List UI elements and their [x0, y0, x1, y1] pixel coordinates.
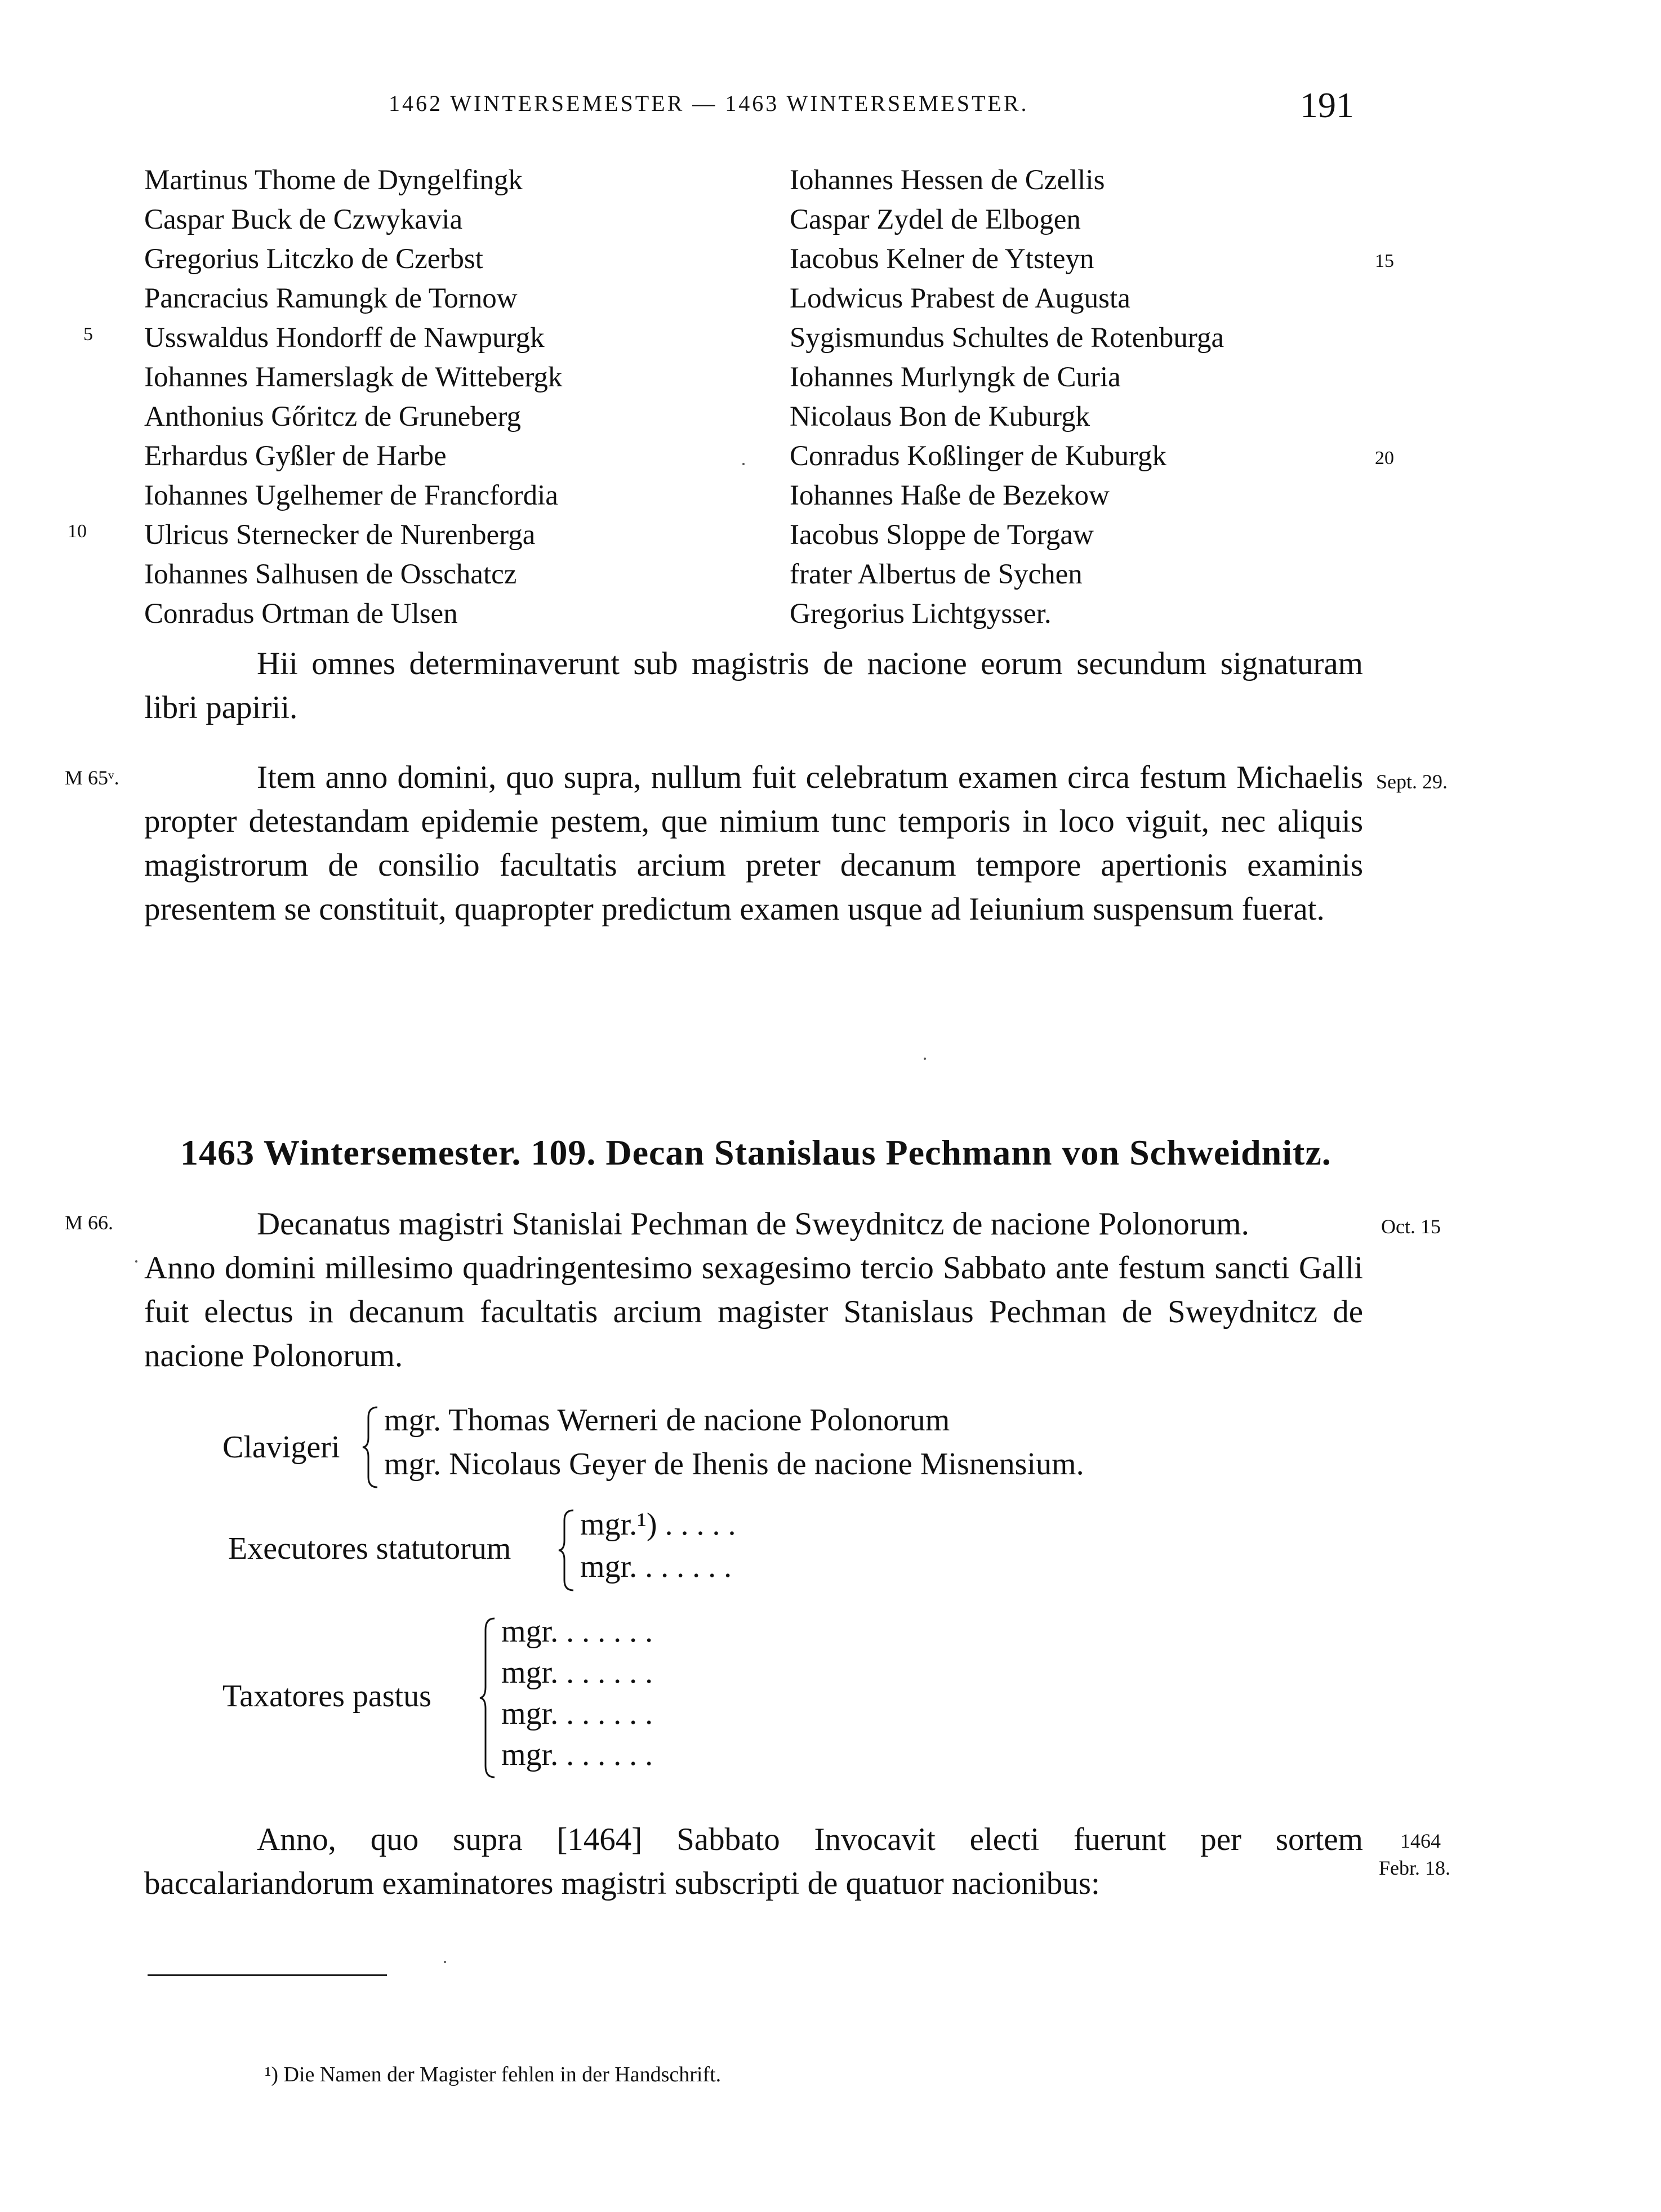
name-entry: Iohannes Haße de Bezekow — [790, 480, 1110, 511]
margin-note-date: Febr. 18. — [1379, 1857, 1451, 1879]
running-title: 1462 WINTERSEMESTER — 1463 WINTERSEMESTER. — [389, 91, 1029, 116]
name-entry: Anthonius Gőritcz de Gruneberg — [144, 401, 521, 432]
executores-entry: mgr.¹) . . . . . — [580, 1507, 736, 1542]
paragraph-anno-quo — [144, 1818, 1363, 1906]
name-entry: Usswaldus Hondorff de Nawpurgk — [144, 322, 545, 354]
paragraph-text: Hii omnes determinaverunt sub magistris de nacione eorum secundum signaturam libri papirii. — [144, 646, 1363, 725]
paragraph-decanatus — [144, 1202, 1363, 1378]
name-entry: frater Albertus de Sychen — [790, 559, 1083, 590]
line-number: 20 — [1375, 448, 1394, 469]
name-entry: Iohannes Hessen de Czellis — [790, 164, 1105, 196]
scan-speck — [742, 463, 745, 465]
brace-icon — [556, 1508, 577, 1593]
line-number: 15 — [1375, 251, 1394, 271]
names-right-column — [790, 160, 1224, 634]
taxatores-label: Taxatores pastus — [222, 1679, 431, 1714]
line-number: 10 — [68, 521, 87, 542]
name-entry: Nicolaus Bon de Kuburgk — [790, 401, 1090, 432]
section-heading: 1463 Wintersemester. 109. Decan Stanislaus Pechmann von Schweidnitz. — [180, 1132, 1332, 1172]
paragraph-item — [144, 756, 1363, 931]
name-entry: Iacobus Kelner de Ytsteyn — [790, 243, 1094, 275]
footnote-rule — [148, 1974, 387, 1976]
line-number: 5 — [83, 324, 93, 345]
footnote: ¹) Die Namen der Magister fehlen in der Handschrift. — [265, 2063, 722, 2086]
names-left-column — [144, 160, 562, 634]
paragraph-text: Decanatus magistri Stanislai Pechman de Sweydnitcz de nacione Polonorum. — [257, 1206, 1249, 1242]
name-entry: Martinus Thome de Dyngelfingk — [144, 164, 523, 196]
name-entry: Conradus Koßlinger de Kuburgk — [790, 440, 1167, 472]
paragraph-determinaverunt — [144, 642, 1363, 730]
taxatores-entry: mgr. . . . . . . — [501, 1614, 653, 1649]
scan-speck — [444, 1961, 446, 1963]
clavigeri-entry: mgr. Nicolaus Geyer de Ihenis de nacione Misnensium. — [384, 1447, 1084, 1482]
brace-icon — [478, 1616, 498, 1780]
name-entry: Caspar Buck de Czwykavia — [144, 204, 463, 235]
brace-icon — [360, 1405, 381, 1489]
name-entry: Ulricus Sternecker de Nurenberga — [144, 519, 536, 551]
clavigeri-label: Clavigeri — [222, 1430, 340, 1465]
margin-note-date: Sept. 29. — [1376, 770, 1448, 793]
margin-note-date: Oct. 15 — [1381, 1215, 1441, 1238]
margin-note-year: 1464 — [1400, 1830, 1441, 1852]
name-entry: Caspar Zydel de Elbogen — [790, 204, 1081, 235]
paragraph-text: Item anno domini, quo supra, nullum fuit celebratum examen circa festum Michaelis propter detestandam epidemie pestem, que nimium tunc temporis in loco viguit, nec aliquis magistrorum de consilio facultatis arcium preter decanum tempore apertionis examinis presentem se constituit, quapropter predictum examen usque ad Ieiunium suspensum fuerat. — [144, 760, 1363, 927]
paragraph-text: Anno, quo supra [1464] Sabbato Invocavit electi fuerunt per sortem baccalariandorum examinatores magistri subscripti de quatuor nacionibus: — [144, 1822, 1363, 1901]
name-entry: Pancracius Ramungk de Tornow — [144, 283, 518, 314]
executores-label: Executores statutorum — [228, 1531, 511, 1566]
name-entry: Iacobus Sloppe de Torgaw — [790, 519, 1094, 551]
paragraph-text: Anno domini millesimo quadringentesimo sexagesimo tercio Sabbato ante festum sancti Galli fuit electus in decanum facultatis arcium magister Stanislaus Pechman de Sweydnitcz de nacione Polonorum. — [144, 1250, 1363, 1373]
margin-note-folio: M 66. — [65, 1211, 114, 1234]
taxatores-entry: mgr. . . . . . . — [501, 1655, 653, 1690]
clavigeri-entry: mgr. Thomas Werneri de nacione Polonorum — [384, 1403, 950, 1438]
name-entry: Lodwicus Prabest de Augusta — [790, 283, 1130, 314]
margin-note-folio: M 65ᵛ. — [65, 766, 119, 789]
name-entry: Erhardus Gyßler de Harbe — [144, 440, 447, 472]
name-entry: Iohannes Murlyngk de Curia — [790, 362, 1121, 393]
executores-entry: mgr. . . . . . . — [580, 1549, 732, 1584]
name-entry: Gregorius Litczko de Czerbst — [144, 243, 483, 275]
name-entry: Sygismundus Schultes de Rotenburga — [790, 322, 1224, 354]
taxatores-entry: mgr. . . . . . . — [501, 1696, 653, 1731]
scan-speck — [924, 1058, 926, 1060]
name-entry: Iohannes Hamerslagk de Wittebergk — [144, 362, 563, 393]
name-entry: Conradus Ortman de Ulsen — [144, 598, 458, 630]
scan-speck — [135, 1260, 137, 1263]
taxatores-entry: mgr. . . . . . . — [501, 1737, 653, 1772]
name-entry: Iohannes Ugelhemer de Francfordia — [144, 480, 558, 511]
name-entry: Iohannes Salhusen de Osschatcz — [144, 559, 517, 590]
name-entry: Gregorius Lichtgysser. — [790, 598, 1052, 630]
page-number: 191 — [1300, 85, 1354, 125]
